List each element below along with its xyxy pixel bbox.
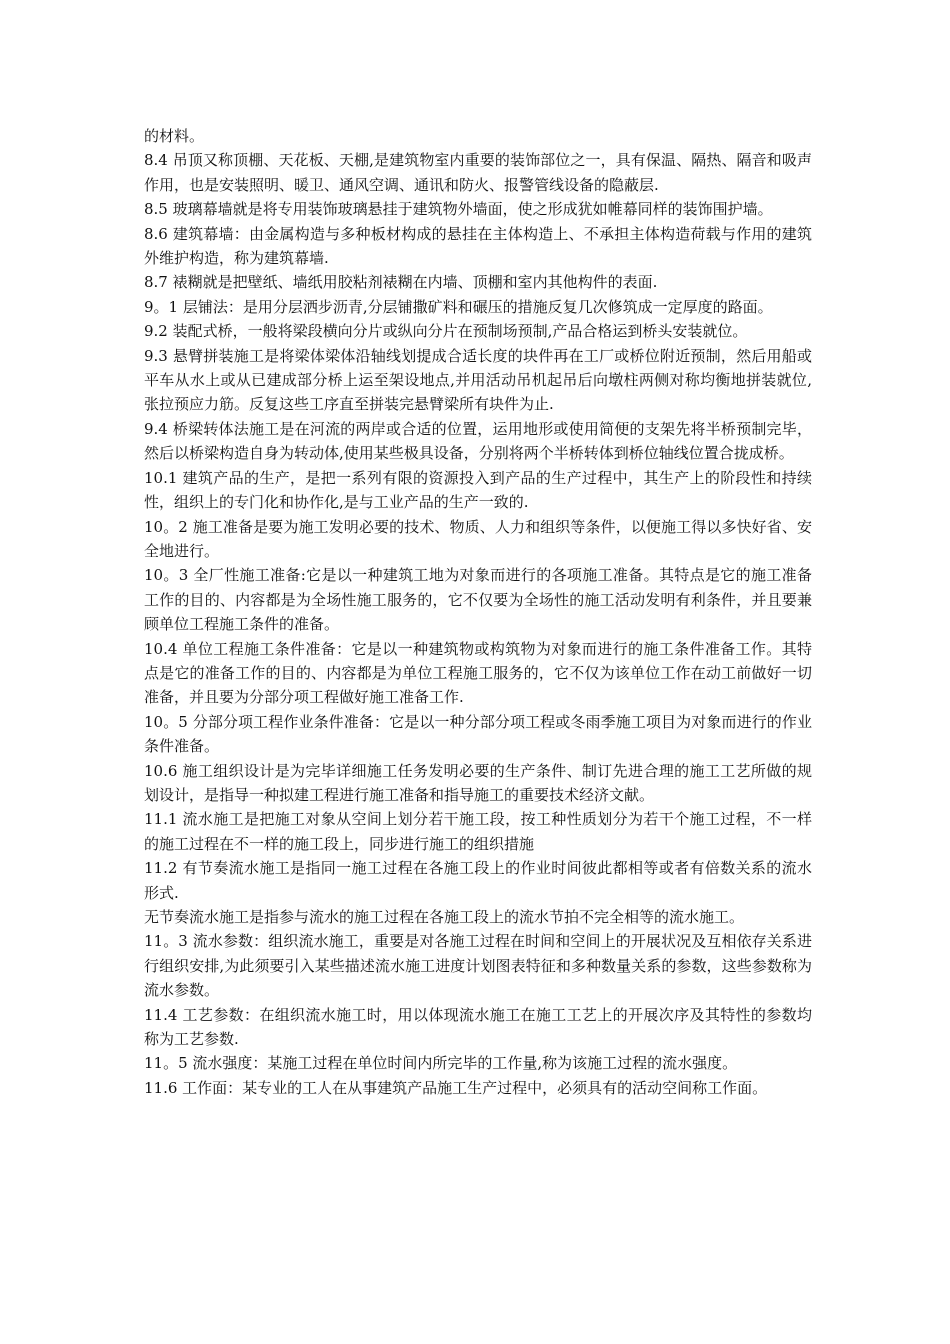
paragraph: 9.2 装配式桥，一般将梁段横向分片或纵向分片在预制场预制,产品合格运到桥头安装就位。: [144, 322, 748, 341]
paragraph: 9.3 悬臂拼装施工是将梁体梁体沿轴线划提成合适长度的块件再在工厂或桥位附近预制，然后用船或平车从水上或从已建成部分桥上运至架设地点,并用活动吊机起吊后向墩柱两侧对称均衡地拼装就位,张拉预应力筋。反复这些工序直至拼装完悬臂梁所有块件为止.: [144, 346, 812, 414]
paragraph: 8.4 吊顶又称顶棚、天花板、天棚,是建筑物室内重要的装饰部位之一，具有保温、隔热、隔音和吸声作用，也是安装照明、暖卫、通风空调、通讯和防火、报警管线设备的隐蔽层.: [144, 151, 812, 194]
paragraph: 10。2 施工准备是要为施工发明必要的技术、物质、人力和组织等条件，以便施工得以多快好省、安全地进行。: [144, 517, 812, 560]
paragraph: 11.4 工艺参数：在组织流水施工时，用以体现流水施工在施工工艺上的开展次序及其特性的参数均称为工艺参数.: [144, 1005, 812, 1049]
document-body: [144, 124, 812, 1100]
paragraph: 8.5 玻璃幕墙就是将专用装饰玻璃悬挂于建筑物外墙面，使之形成犹如帷幕同样的装饰围护墙。: [144, 200, 773, 219]
paragraph: 11.2 有节奏流水施工是指同一施工过程在各施工段上的作业时间彼此都相等或者有倍数关系的流水形式.: [144, 859, 812, 902]
paragraph: 10。5 分部分项工程作业条件准备：它是以一种分部分项工程或冬雨季施工项目为对象而进行的作业条件准备。: [144, 712, 812, 756]
paragraph: 11.6 工作面：某专业的工人在从事建筑产品施工生产过程中，必须具有的活动空间称工作面。: [144, 1078, 768, 1097]
paragraph: 9.4 桥梁转体法施工是在河流的两岸或合适的位置，运用地形或使用简便的支架先将半桥预制完毕，然后以桥梁构造自身为转动体,使用某些极具设备，分别将两个半桥转体到桥位轴线位置合拢成桥。: [144, 419, 812, 463]
paragraph: 11.1 流水施工是把施工对象从空间上划分若干施工段，按工种性质划分为若干个施工过程，不一样的施工过程在不一样的施工段上，同步进行施工的组织措施: [144, 810, 812, 853]
paragraph: 无节奏流水施工是指参与流水的施工过程在各施工段上的流水节拍不完全相等的流水施工。: [144, 908, 745, 926]
paragraph: 8.6 建筑幕墙：由金属构造与多种板材构成的悬挂在主体构造上、不承担主体构造荷载与作用的建筑外维护构造，称为建筑幕墙.: [144, 224, 812, 268]
paragraph: 10.4 单位工程施工条件准备：它是以一种建筑物或构筑物为对象而进行的施工条件准备工作。其特点是它的准备工作的目的、内容都是为单位工程施工服务的，它不仅为该单位工作在动工前做好一切准备，并且要为分部分项工程做好施工准备工作.: [144, 639, 812, 707]
paragraph: 11。3 流水参数：组织流水施工，重要是对各施工过程在时间和空间上的开展状况及互相依存关系进行组织安排,为此须要引入某些描述流水施工进度计划图表特征和多种数量关系的参数，这些参数称为流水参数。: [144, 932, 812, 1000]
paragraph: 11。5 流水强度：某施工过程在单位时间内所完毕的工作量,称为该施工过程的流水强度。: [144, 1054, 738, 1073]
paragraph: 10.6 施工组织设计是为完毕详细施工任务发明必要的生产条件、制订先进合理的施工工艺所做的规划设计，是指导一种拟建工程进行施工准备和指导施工的重要技术经济文献。: [144, 761, 812, 804]
paragraph: 9。1 层铺法：是用分层洒步沥青,分层铺撒矿料和碾压的措施反复几次修筑成一定厚度的路面。: [144, 297, 773, 316]
paragraph: 的材料。: [144, 127, 205, 145]
paragraph: 10。3 全厂性施工准备:它是以一种建筑工地为对象而进行的各项施工准备。其特点是它的施工准备工作的目的、内容都是为全场性施工服务的，它不仅要为全场性的施工活动发明有利条件，并且要兼顾单位工程施工条件的准备。: [144, 566, 812, 634]
paragraph: 10.1 建筑产品的生产，是把一系列有限的资源投入到产品的生产过程中，其生产上的阶段性和持续性，组织上的专门化和协作化,是与工业产品的生产一致的.: [144, 468, 812, 512]
paragraph: 8.7 裱糊就是把壁纸、墙纸用胶粘剂裱糊在内墙、顶棚和室内其他构件的表面.: [144, 273, 658, 292]
